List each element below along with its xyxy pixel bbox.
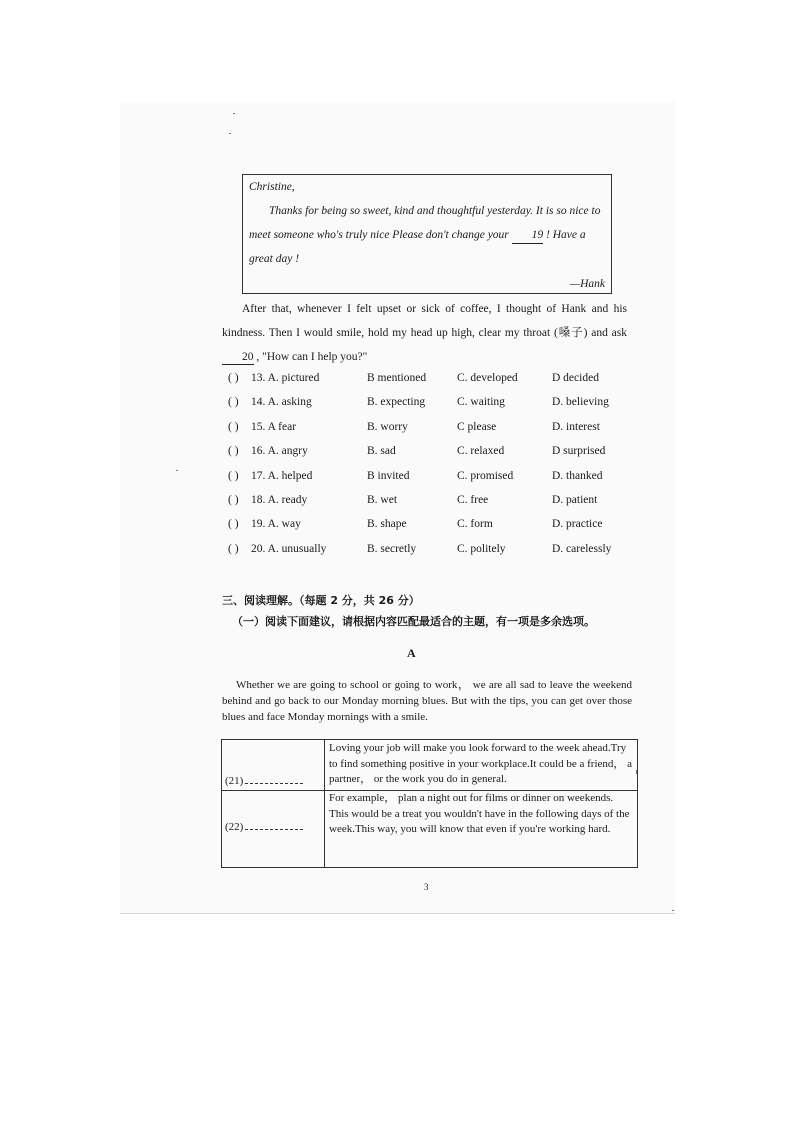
option-c: C. relaxed bbox=[457, 445, 505, 458]
answer-options bbox=[224, 370, 624, 565]
answer-paren[interactable]: ( ) bbox=[228, 493, 239, 506]
option-b: B. worry bbox=[367, 420, 408, 433]
option-a: 20. A. unusually bbox=[251, 542, 327, 555]
option-b: B. shape bbox=[367, 518, 407, 531]
option-c: C. politely bbox=[457, 542, 506, 555]
sheet-edge bbox=[120, 913, 675, 914]
answer-paren[interactable]: ( ) bbox=[228, 518, 239, 531]
answer-paren[interactable]: ( ) bbox=[228, 372, 239, 384]
scan-speck bbox=[233, 113, 235, 114]
option-d: D. thanked bbox=[552, 469, 603, 482]
tip-text: Loving your job will make you look forward to the week ahead.Try to find something positive in your workplace.It could be a friend， a partner， or the work you do in general. bbox=[329, 742, 633, 785]
passage-intro: Whether we are going to school or going to work， we are all sad to leave the weekend behind and go back to our Monday morning blues. But with the tips, you can get over those blues and face Monday mornings with a smile. bbox=[222, 679, 632, 723]
option-d: D. believing bbox=[552, 396, 609, 409]
note-signature: —Hank bbox=[569, 278, 605, 290]
note-body-text-end: ! Have a great day ! bbox=[249, 229, 586, 265]
option-c: C. form bbox=[457, 518, 493, 531]
option-a: 19. A. way bbox=[251, 518, 301, 531]
option-a: 13. A. pictured bbox=[251, 372, 320, 384]
option-b: B. expecting bbox=[367, 396, 426, 409]
table-row-number[interactable] bbox=[225, 775, 303, 787]
note-salutation: Christine, bbox=[249, 181, 295, 193]
question-row bbox=[224, 516, 624, 540]
option-d: D. practice bbox=[552, 518, 603, 531]
blank-19: 19 bbox=[512, 228, 544, 244]
option-d: D decided bbox=[552, 372, 599, 384]
answer-paren[interactable]: ( ) bbox=[228, 542, 239, 555]
note-body-text: Thanks for being so sweet, kind and thoughtful yesterday. It is so nice to meet someone who's truly nice Please don't change your bbox=[249, 205, 601, 241]
option-a: 17. A. helped bbox=[251, 469, 313, 482]
question-number: (21) bbox=[225, 775, 244, 787]
option-a: 15. A fear bbox=[251, 420, 297, 433]
section-heading: 三、阅读理解。（每题 2 分，共 26 分） bbox=[222, 594, 420, 607]
option-c: C please bbox=[457, 420, 497, 433]
answer-paren[interactable]: ( ) bbox=[228, 445, 239, 458]
option-c: C. free bbox=[457, 493, 489, 506]
option-c: C. waiting bbox=[457, 396, 505, 409]
option-a: 18. A. ready bbox=[251, 493, 308, 506]
thank-you-note-box bbox=[242, 174, 612, 294]
after-paragraph-quote: , "How can I help you?" bbox=[253, 351, 368, 363]
question-row bbox=[224, 394, 624, 418]
answer-blank[interactable] bbox=[245, 783, 303, 784]
answer-paren[interactable]: ( ) bbox=[228, 420, 239, 433]
answer-paren[interactable]: ( ) bbox=[228, 396, 239, 409]
after-paragraph bbox=[222, 297, 627, 369]
option-d: D surprised bbox=[552, 445, 606, 458]
passage-label: A bbox=[407, 646, 416, 660]
question-number: (22) bbox=[225, 821, 244, 833]
option-b: B. secretly bbox=[367, 542, 417, 555]
blank-20: 20 bbox=[222, 350, 254, 365]
answer-blank[interactable] bbox=[245, 829, 303, 830]
question-row bbox=[224, 492, 624, 516]
question-row bbox=[224, 541, 624, 565]
tip-text: For example， plan a night out for films or dinner on weekends. This would be a treat you wouldn't have in the following days of the week.This way, you will know that even if you're working hard. bbox=[329, 792, 630, 835]
option-b: B. wet bbox=[367, 493, 398, 506]
option-b: B mentioned bbox=[367, 372, 427, 384]
question-row bbox=[224, 370, 624, 394]
scan-speck bbox=[672, 910, 674, 911]
option-c: C. developed bbox=[457, 372, 518, 384]
option-b: B invited bbox=[367, 469, 410, 482]
table-row-number[interactable] bbox=[225, 821, 303, 833]
question-row bbox=[224, 443, 624, 467]
scan-speck bbox=[229, 133, 231, 134]
option-a: 16. A. angry bbox=[251, 445, 308, 458]
after-paragraph-text: After that, whenever I felt upset or sick of coffee, I thought of Hank and his kindness. Then I would smile, hold my head up high, clear my throat (嗓子) and ask bbox=[222, 303, 627, 339]
option-d: D. carelessly bbox=[552, 542, 612, 555]
scan-speck bbox=[176, 470, 178, 471]
option-a: 14. A. asking bbox=[251, 396, 312, 409]
option-d: D. patient bbox=[552, 493, 598, 506]
section-instruction: （一）阅读下面建议，请根据内容匹配最适合的主题，有一项是多余选项。 bbox=[232, 615, 595, 628]
option-d: D. interest bbox=[552, 420, 600, 433]
option-c: C. promised bbox=[457, 469, 514, 482]
question-row bbox=[224, 419, 624, 443]
option-b: B. sad bbox=[367, 445, 396, 458]
table-column-divider bbox=[324, 740, 325, 867]
answer-paren[interactable]: ( ) bbox=[228, 469, 239, 482]
note-body bbox=[249, 199, 605, 271]
tips-table bbox=[221, 739, 638, 868]
page-number: 3 bbox=[424, 882, 429, 892]
question-row bbox=[224, 468, 624, 492]
